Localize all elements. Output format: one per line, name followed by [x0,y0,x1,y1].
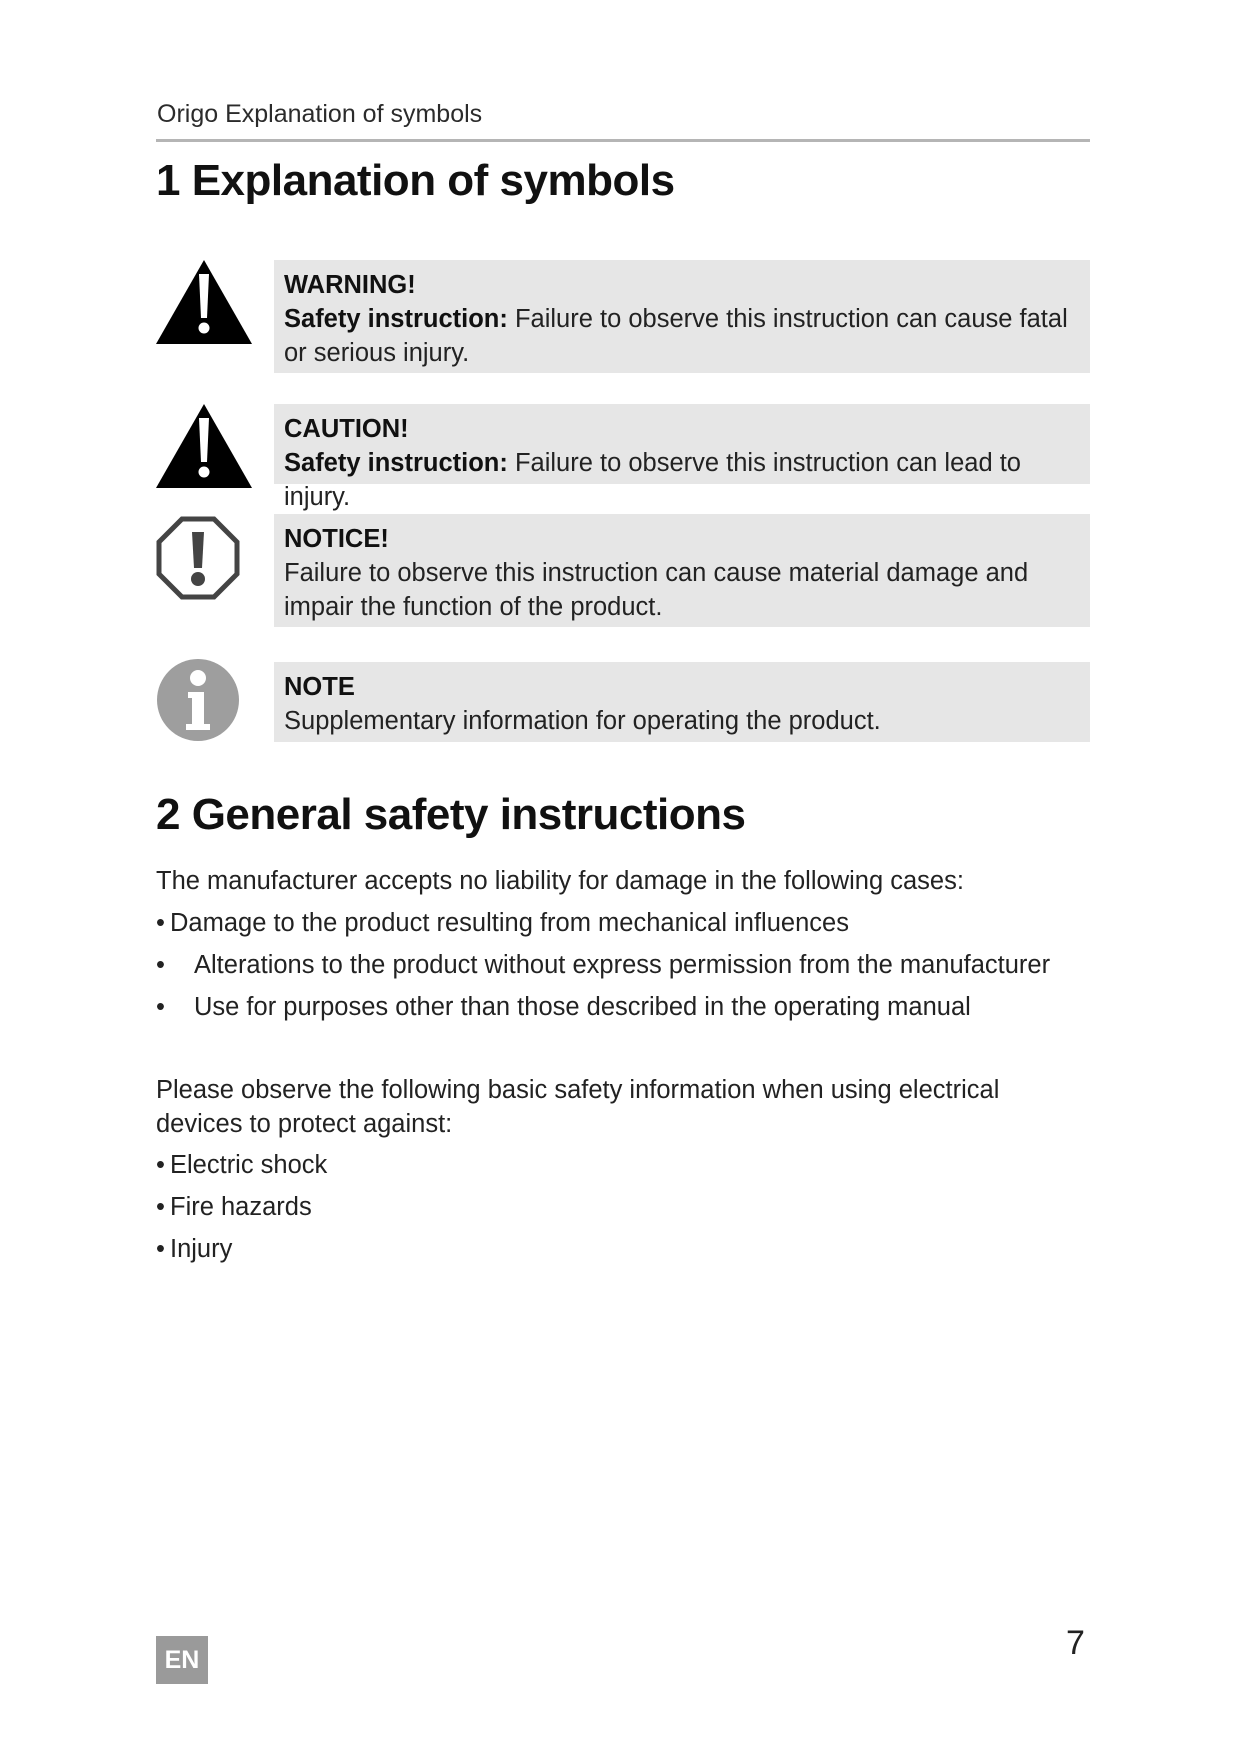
safety-intro: Please observe the following basic safety information when using electrical devices to protect against: [156,1076,1000,1138]
list-item [156,1190,312,1224]
list-item-text: Use for purposes other than those described in the operating manual [194,993,971,1021]
notice-text: Failure to observe this instruction can cause material damage and impair the function of the product. [284,559,1029,621]
bullet-icon: • [156,909,165,937]
liability-intro: The manufacturer accepts no liability for damage in the following cases: [156,867,964,895]
language-badge: EN [156,1636,208,1684]
list-item [156,906,849,940]
list-item-text: Electric shock [170,1151,328,1179]
symbol-row-notice [156,514,1090,627]
section-2-heading: 2 General safety instructions [156,790,746,839]
header-rule [156,139,1090,142]
symbol-row-warning [156,260,1090,373]
warning-lead: Safety instruction: [284,305,508,333]
bullet-icon: • [156,1193,165,1221]
note-text: Supplementary information for operating the product. [284,707,881,735]
bullet-icon: • [156,993,165,1021]
symbol-row-note [156,658,1090,738]
warning-title: WARNING! [284,271,416,299]
caution-text: Failure to observe this instruction can lead to injury. [284,449,1021,511]
caution-box [274,404,1090,511]
caution-triangle-icon [156,404,252,488]
note-box [274,662,1090,742]
bullet-icon: • [156,1151,165,1179]
list-item-text: Damage to the product resulting from mechanical influences [170,909,849,937]
section-1-heading: 1 Explanation of symbols [156,156,675,205]
notice-box [274,514,1090,627]
warning-text: Failure to observe this instruction can cause fatal or serious injury. [284,305,1068,367]
note-title: NOTE [284,673,355,701]
page-number: 7 [1066,1624,1085,1662]
list-item-text: Injury [170,1235,233,1263]
list-item [156,990,971,1024]
info-circle-icon [156,658,240,742]
warning-box [274,260,1090,373]
bullet-icon: • [156,951,165,979]
caution-title: CAUTION! [284,415,409,443]
notice-title: NOTICE! [284,525,389,553]
caution-lead: Safety instruction: [284,449,508,477]
list-item-text: Alterations to the product without express permission from the manufacturer [194,951,1051,979]
list-item-text: Fire hazards [170,1193,312,1221]
bullet-icon: • [156,1235,165,1263]
list-item [156,948,1050,982]
list-item [156,1148,327,1182]
symbol-row-caution [156,404,1090,511]
list-item [156,1232,232,1266]
running-head: Origo Explanation of symbols [157,100,483,128]
notice-octagon-icon [156,516,240,600]
warning-triangle-icon [156,260,252,344]
